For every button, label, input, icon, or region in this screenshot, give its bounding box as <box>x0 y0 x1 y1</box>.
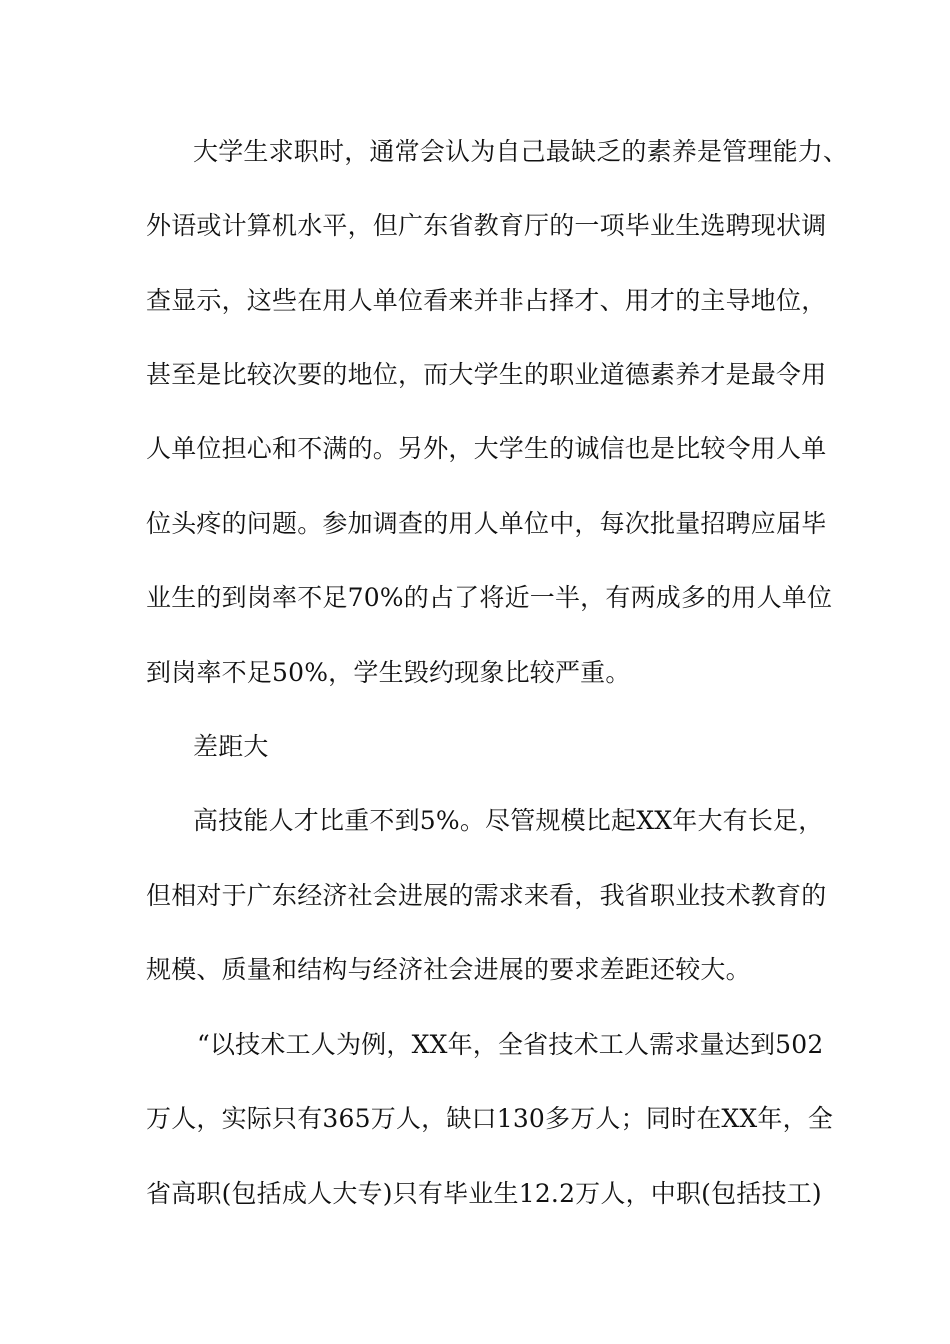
paragraph-line: 省高职(包括成人大专)只有毕业生12.2万人，中职(包括技工) <box>146 1179 822 1208</box>
paragraph-line: 但相对于广东经济社会进展的需求来看，我省职业技术教育的 <box>146 881 827 910</box>
paragraph-line: 位头疼的问题。参加调查的用人单位中，每次批量招聘应届毕 <box>146 509 827 538</box>
paragraph-line: 业生的到岗率不足70%的占了将近一半，有两成多的用人单位 <box>146 583 833 612</box>
paragraph-line: 到岗率不足50%，学生毁约现象比较严重。 <box>146 658 631 687</box>
paragraph-line: 查显示，这些在用人单位看来并非占择才、用才的主导地位， <box>146 286 827 315</box>
paragraph-line: “以技术工人为例，XX年，全省技术工人需求量达到502 <box>197 1030 824 1059</box>
paragraph-line: 人单位担心和不满的。另外，大学生的诚信也是比较令用人单 <box>146 434 827 463</box>
paragraph-line: 高技能人才比重不到5%。尽管规模比起XX年大有长足， <box>193 806 824 835</box>
paragraph-line: 万人，实际只有365万人，缺口130多万人；同时在XX年，全 <box>146 1104 834 1133</box>
paragraph-line: 甚至是比较次要的地位，而大学生的职业道德素养才是最令用 <box>146 360 827 389</box>
section-heading: 差距大 <box>193 732 269 761</box>
paragraph-line: 外语或计算机水平，但广东省教育厅的一项毕业生选聘现状调 <box>146 211 827 240</box>
paragraph-line: 大学生求职时，通常会认为自己最缺乏的素养是管理能力、 <box>193 137 849 166</box>
paragraph-line: 规模、质量和结构与经济社会进展的要求差距还较大。 <box>146 955 751 984</box>
